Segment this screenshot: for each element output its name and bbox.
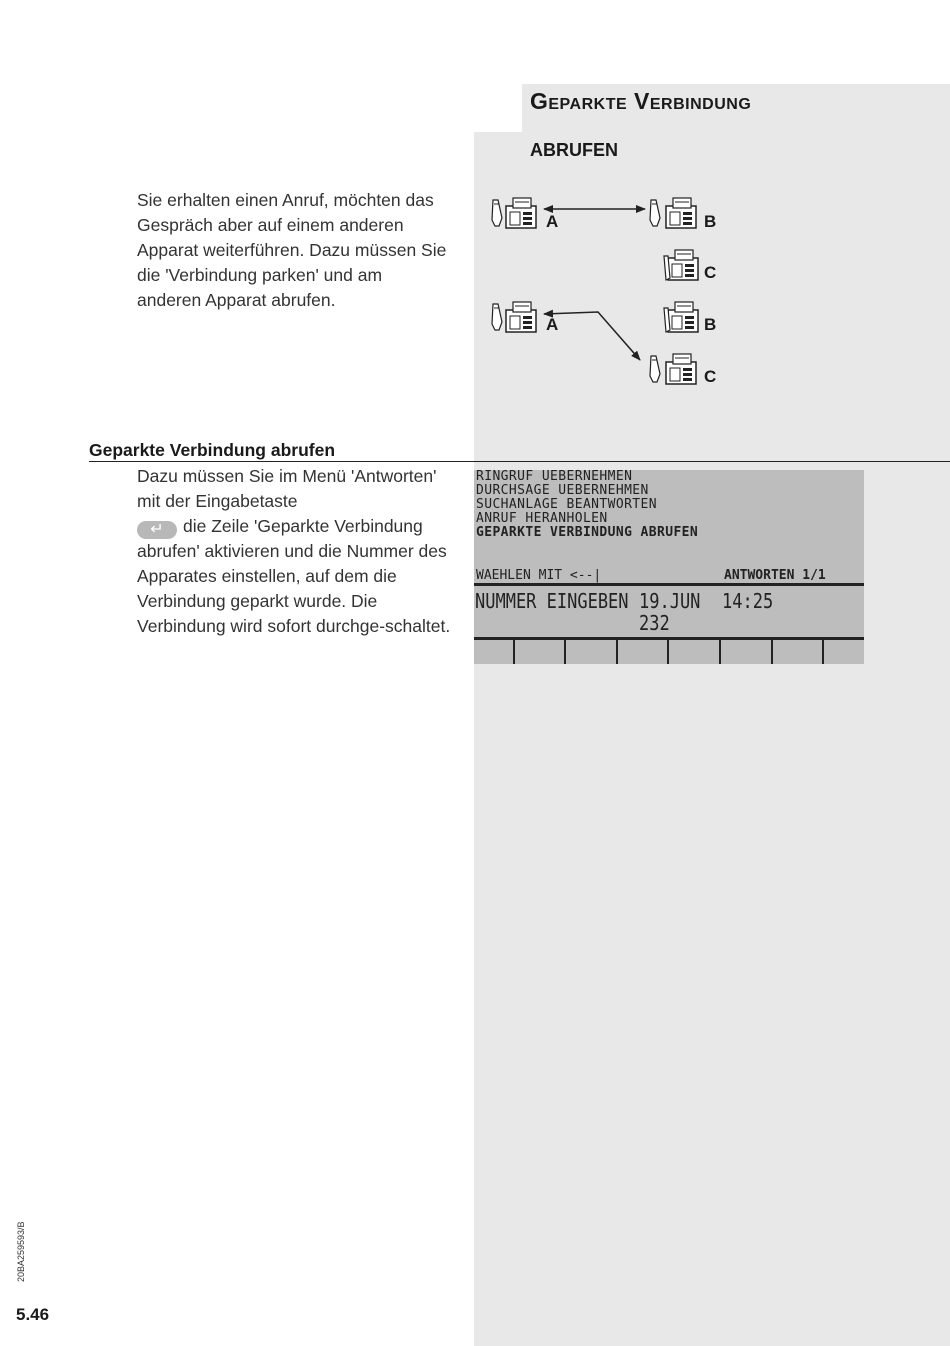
section-divider — [89, 461, 950, 462]
instruction-paragraph — [137, 464, 452, 639]
page-title: Geparkte Verbindung — [530, 88, 752, 114]
diagram-label: B — [704, 212, 717, 231]
status-hint: WAEHLEN MIT <--| — [476, 568, 602, 583]
intro-paragraph: Sie erhalten einen Anruf, möchten das Gespräch aber auf einem anderen Apparat weiterführen. Dazu müssen Sie die 'Verbindung parken' und am anderen Apparat abrufen. — [137, 190, 447, 310]
softkey-separator — [822, 640, 824, 664]
softkey-separator — [719, 640, 721, 664]
diagram-label: C — [704, 367, 717, 386]
diagram-label: B — [704, 315, 717, 334]
diagram-label: A — [546, 315, 559, 334]
diagram-label: A — [546, 212, 559, 231]
phone-a-top — [492, 198, 536, 228]
menu-item: SUCHANLAGE BEANTWORTEN — [476, 497, 657, 512]
menu-item: ANRUF HERANHOLEN — [476, 511, 608, 526]
call-parking-diagram — [480, 190, 740, 390]
softkey-separator — [771, 640, 773, 664]
transfer-arrow — [544, 312, 640, 360]
phone-c-bottom — [650, 354, 696, 384]
softkey-separator — [513, 640, 515, 664]
number-text: 232 — [639, 611, 670, 635]
softkey-separator — [564, 640, 566, 664]
section-heading: Geparkte Verbindung abrufen — [89, 440, 336, 460]
page-number: 5.46 — [16, 1305, 50, 1324]
instruction-text-1: Dazu müssen Sie im Menü 'Antworten' mit der Eingabetaste — [137, 466, 437, 511]
menu-indicator: ANTWORTEN 1/1 — [724, 568, 826, 583]
phone-display — [474, 470, 864, 664]
prompt-text: NUMMER EINGEBEN — [475, 589, 629, 613]
menu-item-selected: GEPARKTE VERBINDUNG ABRUFEN — [476, 525, 699, 540]
diagram-label: C — [704, 263, 717, 282]
display-divider — [474, 583, 864, 586]
document-code: 20BA259593/B — [16, 1221, 26, 1282]
instruction-text-2: die Zeile 'Geparkte Verbindung abrufen' aktivieren und die Nummer des Apparates einstellen, auf dem die Verbindung geparkt wurde. Die Verbindung wird sofort durchge-schaltet. — [137, 516, 451, 636]
menu-item: DURCHSAGE UEBERNEHMEN — [476, 483, 649, 498]
softkey-separator — [667, 640, 669, 664]
time-text: 14:25 — [722, 589, 774, 613]
menu-item: RINGRUF UEBERNEHMEN — [476, 469, 633, 484]
date-text: 19.JUN — [639, 589, 701, 613]
display-divider — [474, 637, 864, 640]
softkey-separator — [616, 640, 618, 664]
phone-c-top — [664, 250, 698, 280]
enter-key-icon: ↵ — [137, 521, 177, 539]
phone-a-bottom — [492, 302, 536, 332]
phone-b-top — [650, 198, 696, 228]
phone-b-bottom — [664, 302, 698, 332]
page-subtitle: ABRUFEN — [530, 140, 618, 160]
